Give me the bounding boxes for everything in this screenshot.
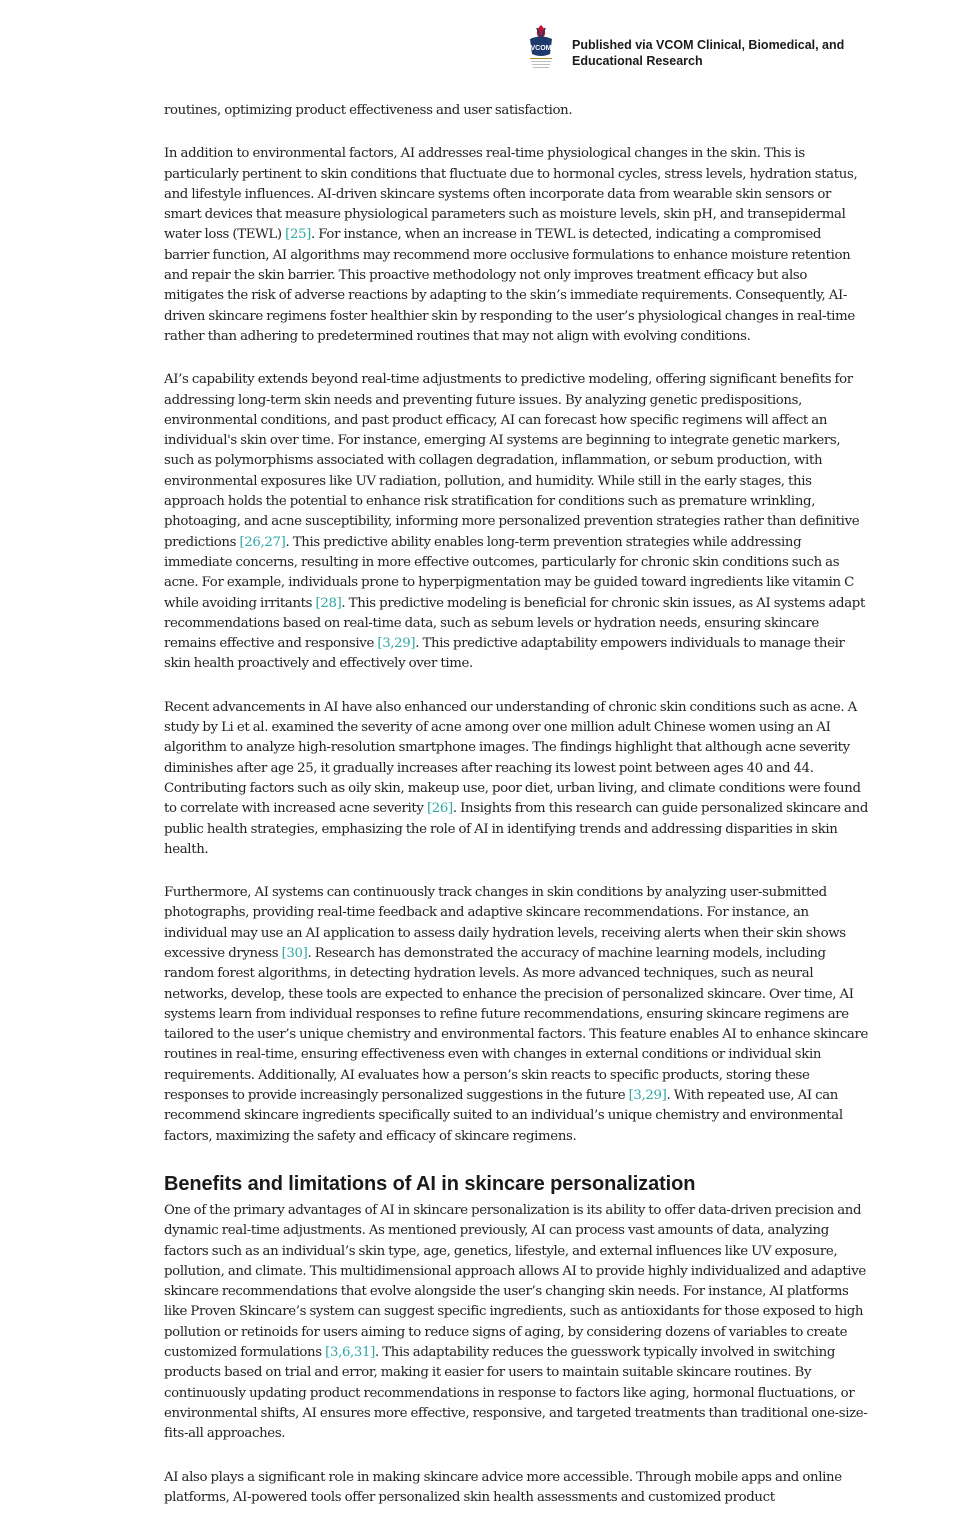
paragraph-text: . This predictive ability enables long-term prevention strategies while addressing immediate concerns, resulting in more effective outcomes, particularly for chronic skin conditions such as acne. For example, individuals prone to hyperpigmentation may be guided toward ingredients like vitamin C while avoiding irritants xyxy=(164,534,854,611)
section-paragraph-list xyxy=(164,1201,869,1508)
paragraph xyxy=(164,698,869,860)
paragraph-text: Recent advancements in AI have also enhanced our understanding of chronic skin conditions such as acne. A study by Li et al. examined the severity of acne among over one million adult Chinese women using an AI algorithm to analyze high-resolution smartphone images. The findings highlight that although acne severity diminishes after age 25, it gradually increases after reaching its lowest point between ages 40 and 44. Contributing factors such as oily skin, makeup use, poor diet, urban living, and climate conditions were found to correlate with increased acne severity xyxy=(164,699,861,817)
paragraph xyxy=(164,1201,869,1445)
paragraph-text: . With repeated use, AI can recommend skincare ingredients specifically suited to an individual’s unique chemistry and environmental factors, maximizing the safety and efficacy of skincare regimens. xyxy=(164,1088,843,1144)
paragraph xyxy=(164,883,869,1147)
paragraph xyxy=(164,1468,869,1509)
section-heading: Benefits and limitations of AI in skincare personalization xyxy=(164,1172,696,1195)
paragraph-text: . This predictive adaptability empowers individuals to manage their skin health proactively and effectively over time. xyxy=(164,636,845,672)
paragraph-text: In addition to environmental factors, AI addresses real-time physiological changes in the skin. This is particularly pertinent to skin conditions that fluctuate due to hormonal cycles, stress levels, hydration status, and lifestyle influences. AI-driven skincare systems often incorporate data from wearable skin sensors or smart devices that measure physiological parameters such as moisture levels, skin pH, and transepidermal water loss (TEWL) xyxy=(164,146,858,243)
logo-text: VCOM xyxy=(530,45,552,52)
publisher-text xyxy=(572,37,844,69)
publisher-line-1: Published via VCOM Clinical, Biomedical, and xyxy=(572,38,845,52)
paragraph-text: . This predictive modeling is beneficial for chronic skin issues, as AI systems adapt recommendations based on real-time data, such as sebum levels or hydration needs, ensuring skincare remains effective and responsive xyxy=(164,595,865,652)
paragraph-text: routines, optimizing product effectiveness and user satisfaction. xyxy=(164,103,573,118)
publisher-line-2: Educational Research xyxy=(572,54,703,68)
citation-link[interactable]: [3,29] xyxy=(628,1088,667,1104)
publisher-header xyxy=(526,24,946,74)
paragraph xyxy=(164,370,869,674)
citation-link[interactable]: [25] xyxy=(285,227,312,243)
vcom-logo xyxy=(526,24,556,70)
citation-link[interactable]: [3,29] xyxy=(377,636,416,652)
paragraph-text: AI’s capability extends beyond real-time adjustments to predictive modeling, offering significant benefits for addressing long-term skin needs and preventing future issues. By analyzing genetic predispositions, environmental conditions, and past product efficacy, AI can forecast how specific regimens will affect an individual's skin over time. For instance, emerging AI systems are beginning to integrate genetic markers, such as polymorphisms associated with collagen degradation, inflammation, or sebum production, with environmental exposures like UV radiation, pollution, and humidity. While still in the early stages, this approach holds the potential to enhance risk stratification for conditions such as premature wrinkling, photoaging, and acne susceptibility, informing more personalized prevention strategies rather than definitive predictions xyxy=(164,372,860,550)
citation-link[interactable]: [26] xyxy=(426,801,453,817)
paragraph-text: . Research has demonstrated the accuracy of machine learning models, including random forest algorithms, in detecting hydration levels. As more advanced techniques, such as neural networks, develop, these tools are expected to enhance the precision of personalized skincare. Over time, AI systems learn from individual responses to refine future recommendations, ensuring skincare regimens are tailored to the user’s unique chemistry and environmental factors. This feature enables AI to enhance skincare routines in real-time, ensuring effectiveness even with changes in external conditions or individual skin requirements. Additionally, AI evaluates how a person’s skin reacts to specific products, storing these responses to provide increasingly personalized suggestions in the future xyxy=(164,945,869,1104)
paragraph xyxy=(164,101,869,121)
paragraph xyxy=(164,144,869,347)
citation-link[interactable]: [28] xyxy=(315,595,342,611)
paragraph-text: . For instance, when an increase in TEWL is detected, indicating a compromised barrier function, AI algorithms may recommend more occlusive formulations to enhance moisture retention and repair the skin barrier. This proactive methodology not only improves treatment efficacy but also mitigates the risk of adverse reactions by adapting to the skin’s immediate requirements. Consequently, AI-driven skincare regimens foster healthier skin by responding to the user’s physiological changes in real-time rather than adhering to predetermined routines that may not align with evolving conditions. xyxy=(164,227,855,344)
article-body xyxy=(164,101,869,1531)
citation-link[interactable]: [26,27] xyxy=(239,534,286,550)
paragraph-text: One of the primary advantages of AI in skincare personalization is its ability to offer data-driven precision and dynamic real-time adjustments. As mentioned previously, AI can process vast amounts of data, analyzing factors such as an individual’s skin type, age, genetics, lifestyle, and external influences like UV exposure, pollution, and climate. This multidimensional approach allows AI to provide highly individualized and adaptive skincare recommendations that evolve alongside the user’s changing skin needs. For instance, AI platforms like Proven Skincare’s system can suggest specific ingredients, such as antioxidants for those exposed to high pollution or retinoids for users aiming to reduce signs of aging, by considering dozens of variables to create customized formulations xyxy=(164,1202,866,1361)
paragraph-text: Furthermore, AI systems can continuously track changes in skin conditions by analyzing user-submitted photographs, providing real-time feedback and adaptive skincare recommendations. For instance, an individual may use an AI application to assess daily hydration levels, receiving alerts when their skin shows excessive dryness xyxy=(164,885,846,961)
paragraph-text: . This adaptability reduces the guesswork typically involved in switching products based on trial and error, making it easier for users to maintain suitable skincare routines. By continuously updating product recommendations in response to factors like aging, hormonal fluctuations, or environmental shifts, AI ensures more effective, responsive, and targeted treatments than traditional one-size-fits-all approaches. xyxy=(164,1345,868,1442)
citation-link[interactable]: [30] xyxy=(281,945,308,961)
citation-link[interactable]: [3,6,31] xyxy=(325,1345,375,1361)
paragraph-list xyxy=(164,101,869,1147)
paragraph-text: . Insights from this research can guide personalized skincare and public health strategies, emphasizing the role of AI in identifying trends and addressing disparities in skin health. xyxy=(164,801,868,857)
paragraph-text: AI also plays a significant role in making skincare advice more accessible. Through mobile apps and online platforms, AI-powered tools offer personalized skin health assessments and customized product xyxy=(164,1469,842,1505)
